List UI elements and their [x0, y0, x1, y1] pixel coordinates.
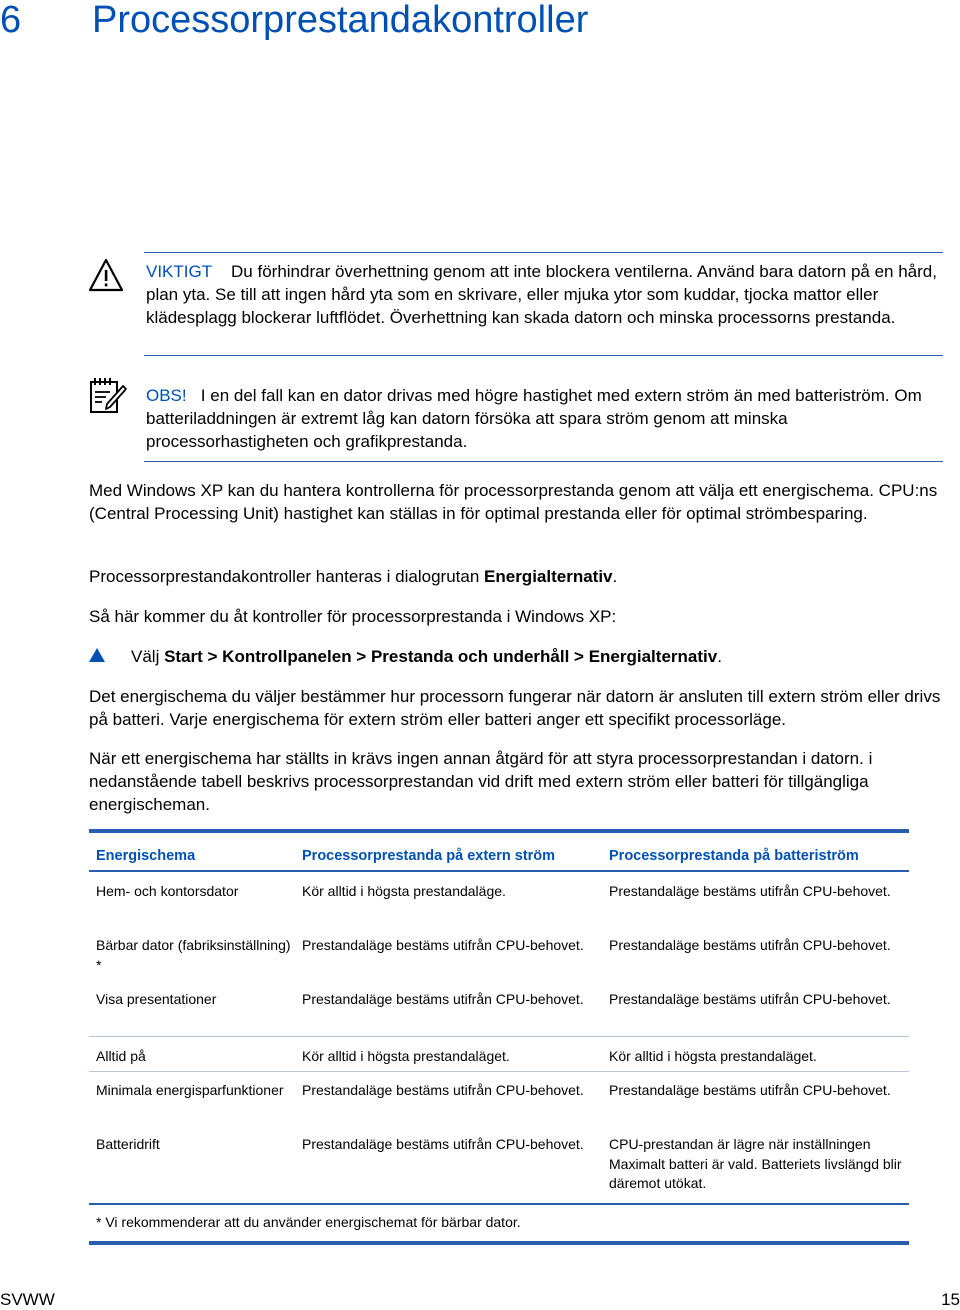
page-number: 15 — [941, 1290, 960, 1309]
note-pencil-icon — [88, 376, 128, 416]
table-cell: Prestandaläge bestäms utifrån CPU-behovet. — [302, 1136, 584, 1152]
table-header-cell: Energischema — [96, 848, 196, 864]
table-cell: CPU-prestandan är lägre när inställningen Maximalt batteri är vald. Batteriets livslängd blir däremot utökat. — [609, 1136, 902, 1191]
page-title: Processorprestandakontroller — [92, 0, 589, 41]
table-cell: Batteridrift — [96, 1136, 160, 1152]
scheme-paragraph: Det energischema du väljer bestämmer hur processorn fungerar när datorn är ansluten till extern ström eller drivs på batteri. Varje energischema för extern ström eller batteri anger ett specifikt processorläge. — [89, 687, 941, 729]
dialog-paragraph-suffix: . — [612, 567, 618, 586]
howto-paragraph: Så här kommer du åt kontroller för processorprestanda i Windows XP: — [89, 607, 617, 626]
step-path: Start > Kontrollpanelen > Prestanda och underhåll > Energialternativ — [164, 647, 718, 666]
table-header-cell: Processorprestanda på extern ström — [302, 848, 556, 864]
step-triangle-icon — [89, 648, 105, 662]
table-cell: Alltid på — [96, 1048, 146, 1064]
power-scheme-table — [89, 829, 909, 1245]
table-cell: Hem- och kontorsdator — [96, 883, 239, 899]
table-cell: Prestandaläge bestäms utifrån CPU-behovet. — [609, 937, 891, 953]
table-cell: Kör alltid i högsta prestandaläge. — [302, 883, 506, 899]
dialog-paragraph-prefix: Processorprestandakontroller hanteras i dialogrutan — [89, 567, 485, 586]
chapter-number: 6 — [0, 0, 22, 41]
table-row — [89, 872, 909, 928]
divider — [144, 355, 943, 356]
warning-text-block — [146, 260, 943, 329]
table-footnote — [89, 1205, 909, 1241]
note-text: I en del fall kan en dator drivas med högre hastighet med extern ström än med batteriström. Om batteriladdningen är extremt låg kan datorn försöka att spara ström genom att minska processorhastigheten och grafikprestanda. — [146, 386, 922, 451]
table-row — [89, 1037, 909, 1072]
step-prefix: Välj — [131, 647, 165, 666]
note-text-block — [146, 384, 943, 453]
table-row — [89, 982, 909, 1037]
warning-label: VIKTIGT — [146, 262, 213, 281]
table-intro-paragraph: När ett energischema har ställts in krävs ingen annan åtgärd för att styra processorprestandan i datorn. i nedanstående tabell beskrivs processorprestandan vid drift med extern ström eller batteri för tillgängliga energischeman. — [89, 749, 873, 814]
table-cell: Kör alltid i högsta prestandaläget. — [609, 1048, 817, 1064]
divider — [144, 461, 943, 462]
divider — [144, 252, 943, 253]
table-row — [89, 1072, 909, 1127]
note-notice — [88, 360, 943, 462]
step-suffix: . — [717, 647, 722, 666]
table-cell: Minimala energisparfunktioner — [96, 1082, 284, 1098]
table-bottom-rule — [89, 1241, 909, 1245]
footer-doc-id: SVWW — [0, 1290, 55, 1309]
table-cell: Prestandaläge bestäms utifrån CPU-behovet. — [302, 1082, 584, 1098]
chapter-heading — [0, 0, 960, 50]
step-instruction — [131, 645, 944, 668]
table-cell: Bärbar dator (fabriksinställning) * — [96, 937, 291, 973]
table-cell: Visa presentationer — [96, 991, 217, 1007]
intro-paragraph: Med Windows XP kan du hantera kontrollerna för processorprestanda genom att välja ett energischema. CPU:ns (Central Processing Unit) hastighet kan ställas in för optimal prestanda eller för optimal strömbesparing. — [89, 481, 938, 523]
table-cell: Prestandaläge bestäms utifrån CPU-behovet. — [609, 991, 891, 1007]
table-cell: Prestandaläge bestäms utifrån CPU-behovet. — [302, 991, 584, 1007]
table-row — [89, 928, 909, 982]
table-cell: Prestandaläge bestäms utifrån CPU-behovet. — [302, 937, 584, 953]
table-cell: Prestandaläge bestäms utifrån CPU-behovet. — [609, 883, 891, 899]
table-header-row — [89, 833, 909, 870]
warning-notice — [88, 252, 943, 356]
warning-triangle-icon — [88, 256, 128, 296]
table-cell: Kör alltid i högsta prestandaläget. — [302, 1048, 510, 1064]
table-header-cell: Processorprestanda på batteriström — [609, 848, 859, 864]
note-label: OBS! — [146, 386, 187, 405]
dialog-name: Energialternativ — [484, 567, 613, 586]
footnote-text: * Vi rekommenderar att du använder energischemat för bärbar dator. — [96, 1214, 521, 1230]
table-cell: Prestandaläge bestäms utifrån CPU-behovet. — [609, 1082, 891, 1098]
dialog-paragraph — [89, 565, 944, 588]
warning-text: Du förhindrar överhettning genom att inte blockera ventilerna. Använd bara datorn på en hård, plan yta. Se till att ingen hård yta som en skrivare, eller mjuka ytor som kuddar, tjocka mattor eller klädesplagg blockerar luftflödet. Överhettning kan skada datorn och minska processorns prestanda. — [146, 262, 937, 327]
table-row — [89, 1127, 909, 1203]
